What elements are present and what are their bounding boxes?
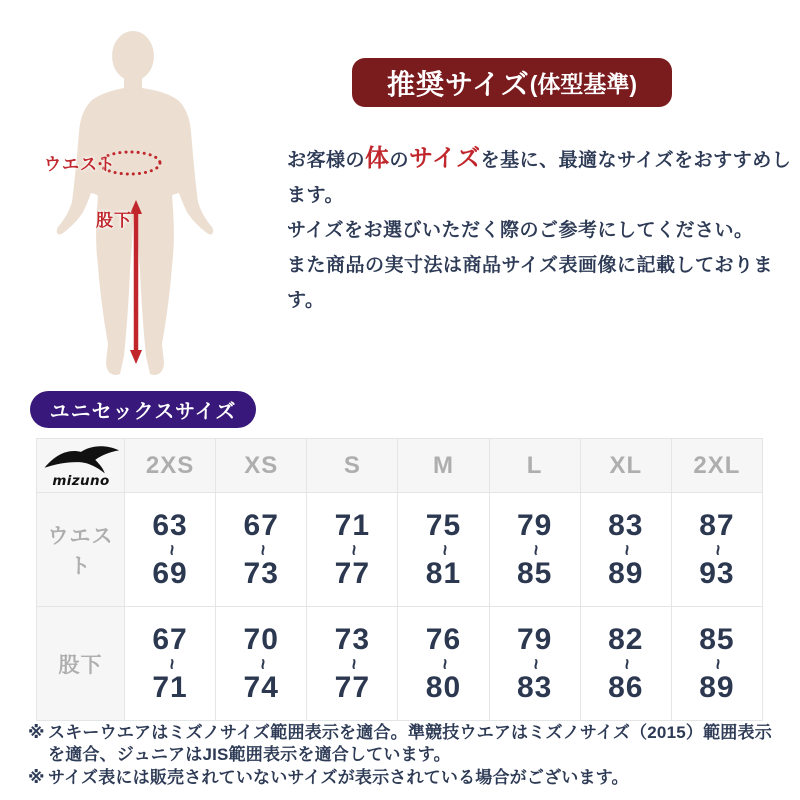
desc-text: の: [389, 150, 410, 171]
range-min: 83: [608, 508, 644, 542]
footnote-1: [28, 722, 784, 767]
size-range-cell: [307, 493, 398, 607]
range-separator: ~: [706, 543, 728, 556]
size-range-cell: [125, 607, 216, 721]
title-sub: (体型基準): [529, 71, 638, 97]
size-range-cell: [580, 493, 671, 607]
column-header-l: L: [489, 439, 580, 493]
range-max: 83: [516, 670, 553, 704]
size-range-cell: [489, 493, 580, 607]
size-table: [36, 438, 763, 721]
column-header-2xl: 2XL: [671, 439, 762, 493]
body-silhouette-icon: [40, 26, 240, 388]
desc-accent-body: 体: [365, 145, 390, 172]
size-range-cell: [216, 607, 307, 721]
desc-text: お客様の: [287, 150, 366, 171]
range-max: 77: [334, 556, 371, 590]
description-line-3: また商品の実寸法は商品サイズ表画像に記載しております。: [287, 255, 773, 311]
title-main: 推奨サイズ: [386, 68, 530, 100]
column-header-xs: XS: [216, 439, 307, 493]
range-max: 89: [608, 556, 644, 590]
footnote-2: [28, 767, 784, 789]
range-separator: ~: [160, 657, 182, 670]
description-line-2: サイズをお選びいただく際のご参考にしてください。: [287, 220, 754, 241]
range-separator: ~: [615, 543, 637, 556]
size-range-cell: [398, 493, 489, 607]
range-separator: ~: [251, 657, 273, 670]
row-label-inseam: 股下: [37, 607, 125, 721]
range-min: 67: [152, 622, 188, 656]
waist-label: ウエスト: [44, 155, 116, 174]
range-min: 82: [608, 622, 644, 656]
inseam-label: 股下: [96, 211, 132, 230]
range-min: 76: [425, 622, 462, 656]
description-line-1: [287, 141, 795, 213]
range-min: 87: [699, 508, 735, 542]
range-separator: ~: [160, 543, 182, 556]
range-min: 79: [516, 622, 553, 656]
size-range-cell: [398, 607, 489, 721]
range-separator: ~: [615, 657, 637, 670]
range-separator: ~: [524, 657, 546, 670]
range-min: 73: [334, 622, 371, 656]
size-range-cell: [125, 493, 216, 607]
size-range-cell: [671, 493, 762, 607]
note-text: スキーウエアはミズノサイズ範囲表示を適合。準競技ウエアはミズノサイズ（2015）範囲表示を適合、ジュニアはJIS範囲表示を適合しています。: [48, 723, 772, 765]
range-min: 67: [243, 508, 279, 542]
mizuno-logo-icon: [41, 444, 121, 490]
range-max: 73: [243, 556, 279, 590]
size-range-cell: [216, 493, 307, 607]
size-range-cell: [307, 607, 398, 721]
note-text: サイズ表には販売されていないサイズが表示されている場合がございます。: [48, 767, 629, 787]
range-min: 85: [699, 622, 735, 656]
range-min: 79: [516, 508, 553, 542]
mizuno-logo-cell: [37, 439, 125, 493]
range-min: 70: [243, 622, 279, 656]
range-min: 63: [152, 508, 188, 542]
range-separator: ~: [524, 543, 546, 556]
size-table-header-row: [37, 439, 763, 493]
range-max: 77: [334, 670, 371, 704]
body-measurement-figure: [40, 26, 240, 388]
table-row-waist: [37, 493, 763, 607]
range-max: 80: [425, 670, 462, 704]
range-max: 86: [608, 670, 644, 704]
column-header-m: M: [398, 439, 489, 493]
range-max: 74: [243, 670, 279, 704]
range-max: 89: [699, 670, 735, 704]
footnotes: [28, 722, 784, 789]
range-separator: ~: [706, 657, 728, 670]
range-separator: ~: [342, 657, 364, 670]
range-max: 81: [425, 556, 462, 590]
size-description: [287, 141, 795, 318]
range-separator: ~: [342, 543, 364, 556]
size-range-cell: [580, 607, 671, 721]
column-header-2xs: 2XS: [125, 439, 216, 493]
column-header-xl: XL: [580, 439, 671, 493]
range-min: 75: [425, 508, 462, 542]
range-separator: ~: [433, 543, 455, 556]
range-max: 93: [699, 556, 735, 590]
unisex-size-badge: ユニセックスサイズ: [30, 391, 256, 428]
range-max: 69: [152, 556, 188, 590]
note-marker: ※: [28, 723, 45, 742]
mizuno-wordmark: mizuno: [51, 472, 110, 489]
row-label-waist: ウエスト: [37, 493, 125, 607]
desc-accent-size: サイズ: [409, 145, 481, 172]
size-range-cell: [489, 607, 580, 721]
range-min: 71: [334, 508, 371, 542]
table-row-inseam: [37, 607, 763, 721]
range-max: 85: [516, 556, 553, 590]
range-separator: ~: [433, 657, 455, 670]
desc-text: を基に、最適なサイズをおすすめします。: [287, 150, 792, 206]
size-range-cell: [671, 607, 762, 721]
column-header-s: S: [307, 439, 398, 493]
range-separator: ~: [251, 543, 273, 556]
range-max: 71: [152, 670, 188, 704]
note-marker: ※: [28, 767, 45, 787]
recommended-size-title: [352, 58, 672, 107]
